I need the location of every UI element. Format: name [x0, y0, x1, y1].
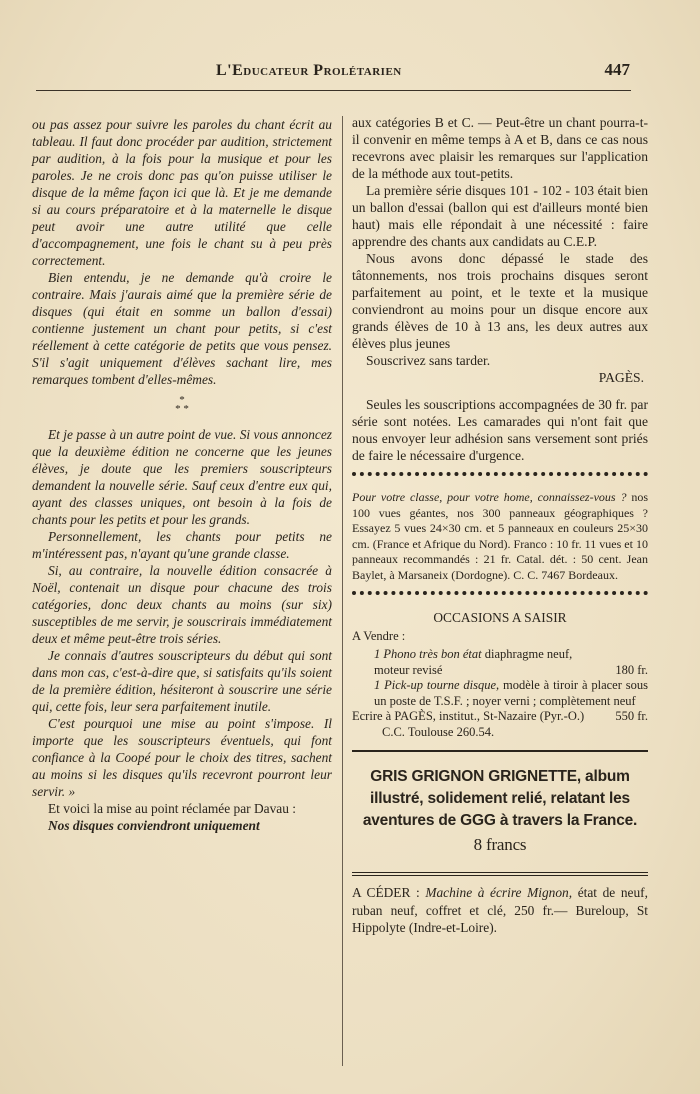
paragraph: ou pas assez pour suivre les paroles du chant écrit au tableau. Il faut donc procéder par audition, strictement par audition, à la fois pour la musique et pour les paroles. Je ne crois donc pas qu'on puisse utiliser le disque de la même façon ici que là. Et je me demande si au cours préparatoire et à la maternelle le disque peut avoir une autre utilité que celle d'accompagnement, une fois le chant su à peu près correctement.	[32, 117, 332, 268]
paragraph: Souscrivez sans tarder.	[366, 353, 491, 368]
signature: PAGÈS.	[598, 370, 644, 385]
price: 550 fr.	[615, 709, 648, 723]
paragraph: La première série disques 101 - 102 - 103 était bien un ballon d'essai (ballon qui est d'ailleurs monté bien haut) mais elle répondait à une nécessité : faire apprendre des chants aux candidats au C.E.P.	[352, 183, 648, 249]
paragraph: Bien entendu, je ne demande qu'à croire le contraire. Mais j'aurais aimé que la première série de disques (qui était en somme un ballon d'essai) contienne justement un chant pour petits, si c'est réellement à cette catégorie de petits que vous pensez. S'il s'agit uniquement d'élèves sachant lire, mes remarques tombent d'elles-mêmes.	[32, 270, 332, 387]
ad-lead: Pour votre classe, pour votre home, connaissez-vous ?	[352, 490, 627, 504]
left-column	[32, 116, 332, 834]
section-separator-stars: * * *	[175, 394, 189, 415]
paragraph: C'est pourquoi une mise au point s'impose. Il importe que les souscripteurs éventuels, qui font confiance à la Coopé pour le choix des titres, sachent au moins si les disques qu'ils recevront pourront leur servir. »	[32, 716, 332, 799]
advertisement-baylet	[352, 490, 648, 583]
typewriter-advertisement: A CÉDER : Machine à écrire Mignon, état de neuf, ruban neuf, coffret et clé, 250 fr.— Bureloup, St Hippolyte (Indre-et-Loire).	[352, 885, 648, 935]
column-divider	[342, 116, 343, 1066]
header-rule	[36, 90, 631, 91]
paragraph: Si, au contraire, la nouvelle édition consacrée à Noël, contenait un disque pour chacune des trois catégories, donc deux chants au moins (sur six) susceptibles de me servir, je souscrirais immédiatement deux et même peut-être trois séries.	[32, 563, 332, 646]
dotted-rule	[352, 472, 648, 480]
paragraph: Je connais d'autres souscripteurs du début qui sont dans mon cas, c'est-à-dire que, si satisfaits qu'ils soient de la première édition, hésiteront à souscrire une série qui, cette fois, leur sera parfaitement inutile.	[32, 648, 332, 714]
sale-item-pickup: 1 Pick-up tourne disque, modèle à tiroir à placer sous un poste de T.S.F. ; noyer verni ; complètement neuf 550 fr.	[374, 678, 648, 723]
sale-contact: Ecrire à PAGÈS, institut., St-Nazaire (Pyr.-O.) C.C. Toulouse 260.54.	[352, 709, 585, 739]
album-price: 8 francs	[473, 835, 527, 854]
right-column	[352, 114, 648, 937]
paragraph: Nous avons donc dépassé le stade des tâtonnements, nos trois prochains disques seront parfaitement au point, et le texte et la musique conviendront au moins pour un disque encore aux grands élèves de 10 à 13 ans, les deux autres aux élèves plus jeunes	[352, 251, 648, 351]
paragraph: Et voici la mise au point réclamée par Davau :	[48, 801, 297, 816]
dotted-rule	[352, 591, 648, 599]
page-number: 447	[604, 60, 630, 79]
price: 180 fr.	[615, 662, 648, 677]
paragraph: Et je passe à un autre point de vue. Si vous annoncez que la deuxième édition ne concerne que les jeunes élèves, je doute que les premiers souscripteurs demandent la nouvelle série. Sauf ceux d'entre eux qui, ayant des classes uniques, ont besoin à la fois de chants pour les petits et pour les grands.	[32, 427, 332, 527]
occasions-title: OCCASIONS A SAISIR	[433, 610, 567, 625]
paragraph: Personnellement, les chants pour petits ne m'intéressent pas, n'ayant qu'une grande classe.	[32, 529, 332, 561]
sale-item-phono: 1 Phono très bon état diaphragme neuf, moteur revisé 180 fr.	[374, 647, 648, 677]
a-vendre-label: A Vendre :	[352, 629, 406, 643]
ad-text: nos 100 vues géantes, nos 300 panneaux géographiques ? Essayez 5 vues 24×30 cm. et 5 panneaux en couleurs 25×30 cm. (France et Afrique du Nord). Franco : 10 fr. 11 vues et 10 panneaux recommandés : 21 fr. Catal. dét. : 50 cent. Jean Baylet, à Marsaneix (Dordogne). C. C. 7467 Bordeaux.	[352, 490, 649, 582]
thick-rule	[352, 750, 648, 752]
paragraph: Seules les souscriptions accompagnées de 30 fr. par série sont notées. Les camarades qui n'ont fait que nous envoyer leur adhésion sans versement sont priés de faire le nécessaire d'urgence.	[352, 397, 648, 463]
double-rule	[352, 872, 648, 876]
journal-title: L'Educateur Prolétarien	[216, 62, 402, 79]
album-advertisement: GRIS GRIGNON GRIGNETTE, album illustré, solidement relié, relatant les aventures de GGG à travers la France. 8 francs	[352, 766, 648, 856]
paragraph: aux catégories B et C. — Peut-être un chant pourra-t-il convenir en même temps à A et B, dans ce cas nous recevrons avec plaisir les remarques sur l'application de la méthode aux tout-petits.	[352, 115, 648, 181]
paragraph: Nos disques conviendront uniquement	[48, 818, 260, 833]
page-header	[36, 58, 636, 88]
